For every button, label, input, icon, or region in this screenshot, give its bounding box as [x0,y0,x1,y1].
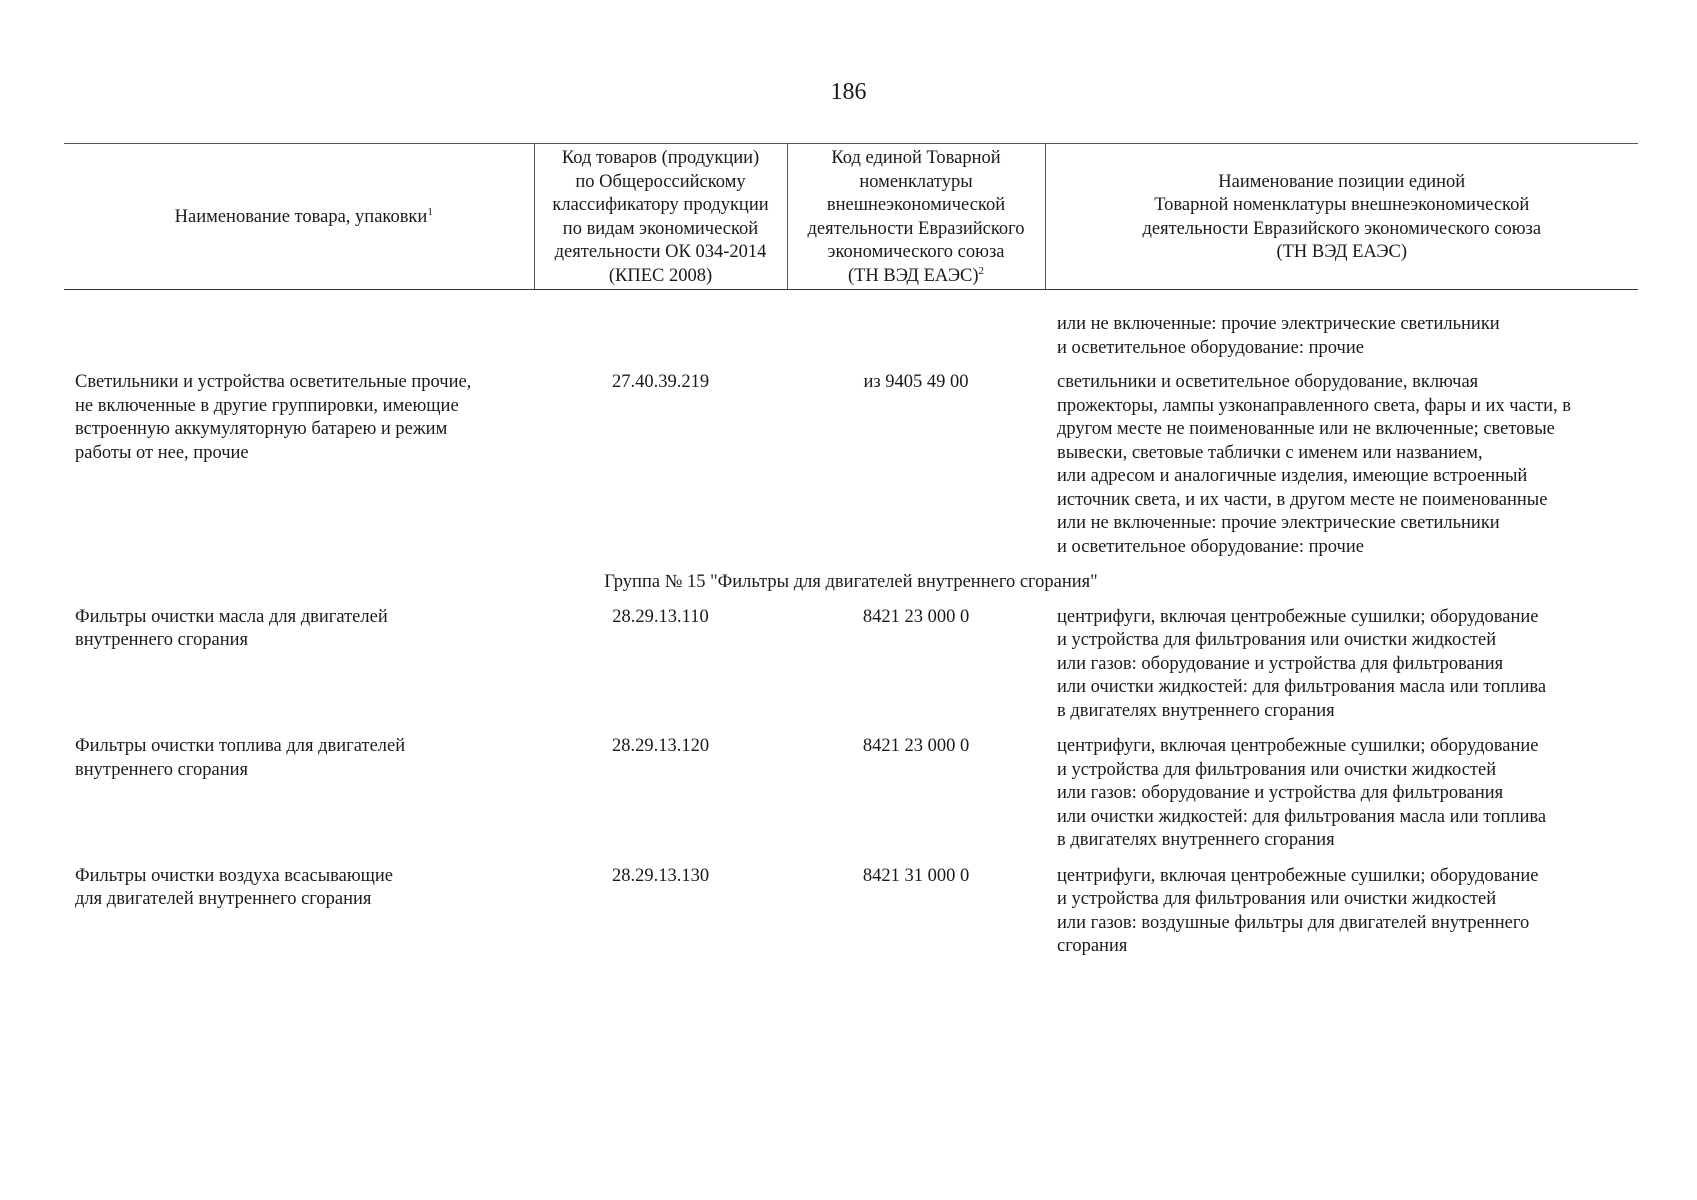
table-row [64,865,1638,971]
tnved-description-cell [1045,865,1638,971]
okpd-code-cell: 28.29.13.120 [611,736,710,756]
table-row [64,606,1638,736]
text-line: Светильники и устройства осветительные прочие, [75,372,472,392]
tnved-description-cell [1045,735,1638,865]
continuation-description [1045,290,1638,372]
text-line: вывески, световые таблички с именем или названием, [1057,442,1483,463]
text-line: внешнеэкономической [826,195,1006,215]
text-line: в двигателях внутреннего сгорания [1057,700,1335,721]
header-tnved-abbrev: (ТН ВЭД ЕАЭС) [847,265,979,286]
text-line: внутреннего сгорания [75,759,249,780]
text-line: и устройства для фильтрования или очистки жидкостей [1057,889,1497,909]
okpd-code-cell: 28.29.13.130 [611,865,710,886]
text-line: или не включенные: прочие электрические светильники [1057,513,1500,533]
text-line: и устройства для фильтрования или очистки жидкостей [1057,759,1497,780]
text-line: Код товаров (продукции) [561,148,760,168]
table-row [64,735,1638,865]
footnote-marker-1: 1 [427,205,433,218]
group-title: Группа № 15 "Фильтры для двигателей внутреннего сгорания" [604,572,1098,592]
text-line: по Общероссийскому [575,171,746,192]
goods-name-cell [64,606,534,736]
header-goods-name-text: Наименование товара, упаковки [174,206,428,227]
text-line: деятельности ОК 034-2014 [554,242,767,262]
tnved-description-cell [1045,371,1638,571]
goods-name-cell [64,735,534,865]
text-line: Наименование позиции единой [1218,171,1466,192]
text-line: и устройства для фильтрования или очистки жидкостей [1057,630,1497,650]
text-line: светильники и осветительное оборудование, включая [1057,372,1479,392]
text-line: или газов: оборудование и устройства для фильтрования [1057,783,1504,803]
text-line: встроенную аккумуляторную батарею и режим [75,419,448,439]
footnote-marker-2: 2 [978,264,985,277]
text-line: или газов: воздушные фильтры для двигателей внутреннего [1057,912,1530,933]
text-line: сгорания [1057,936,1128,956]
tnved-description-cell [1045,606,1638,736]
page-number: 186 [830,79,867,105]
text-line: (КПЕС 2008) [608,265,713,286]
text-line: или очистки жидкостей: для фильтрования масла или топлива [1057,677,1547,697]
table-header [64,144,1638,290]
text-line: центрифуги, включая центробежные сушилки; оборудование [1057,736,1539,756]
text-line: или очистки жидкостей: для фильтрования масла или топлива [1057,806,1547,827]
tnved-code-cell: 8421 23 000 0 [862,606,970,627]
okpd-code-cell: 28.29.13.110 [612,606,709,627]
text-line: другом месте не поименованные или не включенные; световые [1057,419,1555,439]
goods-name-cell [64,865,534,971]
group-heading-row [64,571,1638,606]
continuation-row [64,290,1638,372]
text-line: и осветительное оборудование: прочие [1057,536,1364,557]
text-line: или газов: оборудование и устройства для фильтрования [1057,653,1504,674]
goods-name-cell [64,371,534,571]
text-line: не включенные в другие группировки, имеющие [75,395,459,416]
tnved-code-cell: из 9405 49 00 [863,372,969,392]
text-line: Товарной номенклатуры внешнеэкономической [1154,195,1530,215]
text-line: для двигателей внутреннего сгорания [75,889,372,909]
text-line: деятельности Евразийского экономического союза [1142,218,1542,239]
text-line: источник света, и их части, в другом месте не поименованные [1057,489,1548,510]
tnved-code-cell: 8421 31 000 0 [862,865,970,886]
header-tnved-code-lines [792,147,1041,265]
text-line: работы от нее, прочие [75,442,249,463]
goods-table [64,143,1638,971]
table-row [64,371,1638,571]
text-line: внутреннего сгорания [75,630,249,650]
text-line: центрифуги, включая центробежные сушилки; оборудование [1057,606,1539,627]
continuation-name [64,290,534,372]
text-line: Фильтры очистки топлива для двигателей [75,736,406,756]
header-okpd-code [534,144,787,290]
text-line: или не включенные: прочие электрические светильники [1057,314,1500,334]
text-line: и осветительное оборудование: прочие [1057,337,1364,358]
text-line: экономического союза [827,242,1005,262]
text-line: (ТН ВЭД ЕАЭС) [1276,242,1408,262]
header-goods-name [64,144,534,290]
continuation-tnved [787,290,1045,372]
header-tnved-position [1045,144,1638,290]
text-line: в двигателях внутреннего сгорания [1057,830,1335,850]
text-line: или адресом и аналогичные изделия, имеющие встроенный [1057,466,1528,486]
text-line: номенклатуры [859,171,973,192]
tnved-code-cell: 8421 23 000 0 [862,736,970,756]
text-line: центрифуги, включая центробежные сушилки; оборудование [1057,865,1539,886]
text-line: Фильтры очистки масла для двигателей [75,606,388,627]
okpd-code-cell: 27.40.39.219 [611,372,710,392]
text-line: Код единой Товарной [831,148,1001,168]
text-line: классификатору продукции [552,195,769,215]
text-line: деятельности Евразийского [807,218,1025,239]
text-line: по видам экономической [562,218,759,239]
text-line: прожекторы, лампы узконаправленного света, фары и их части, в [1057,395,1571,416]
table-body [64,290,1638,971]
header-row [64,144,1638,290]
text-line: Фильтры очистки воздуха всасывающие [75,865,394,886]
continuation-okpd [534,290,787,372]
header-tnved-code [787,144,1045,290]
header-tnved-code-last [792,265,1041,289]
